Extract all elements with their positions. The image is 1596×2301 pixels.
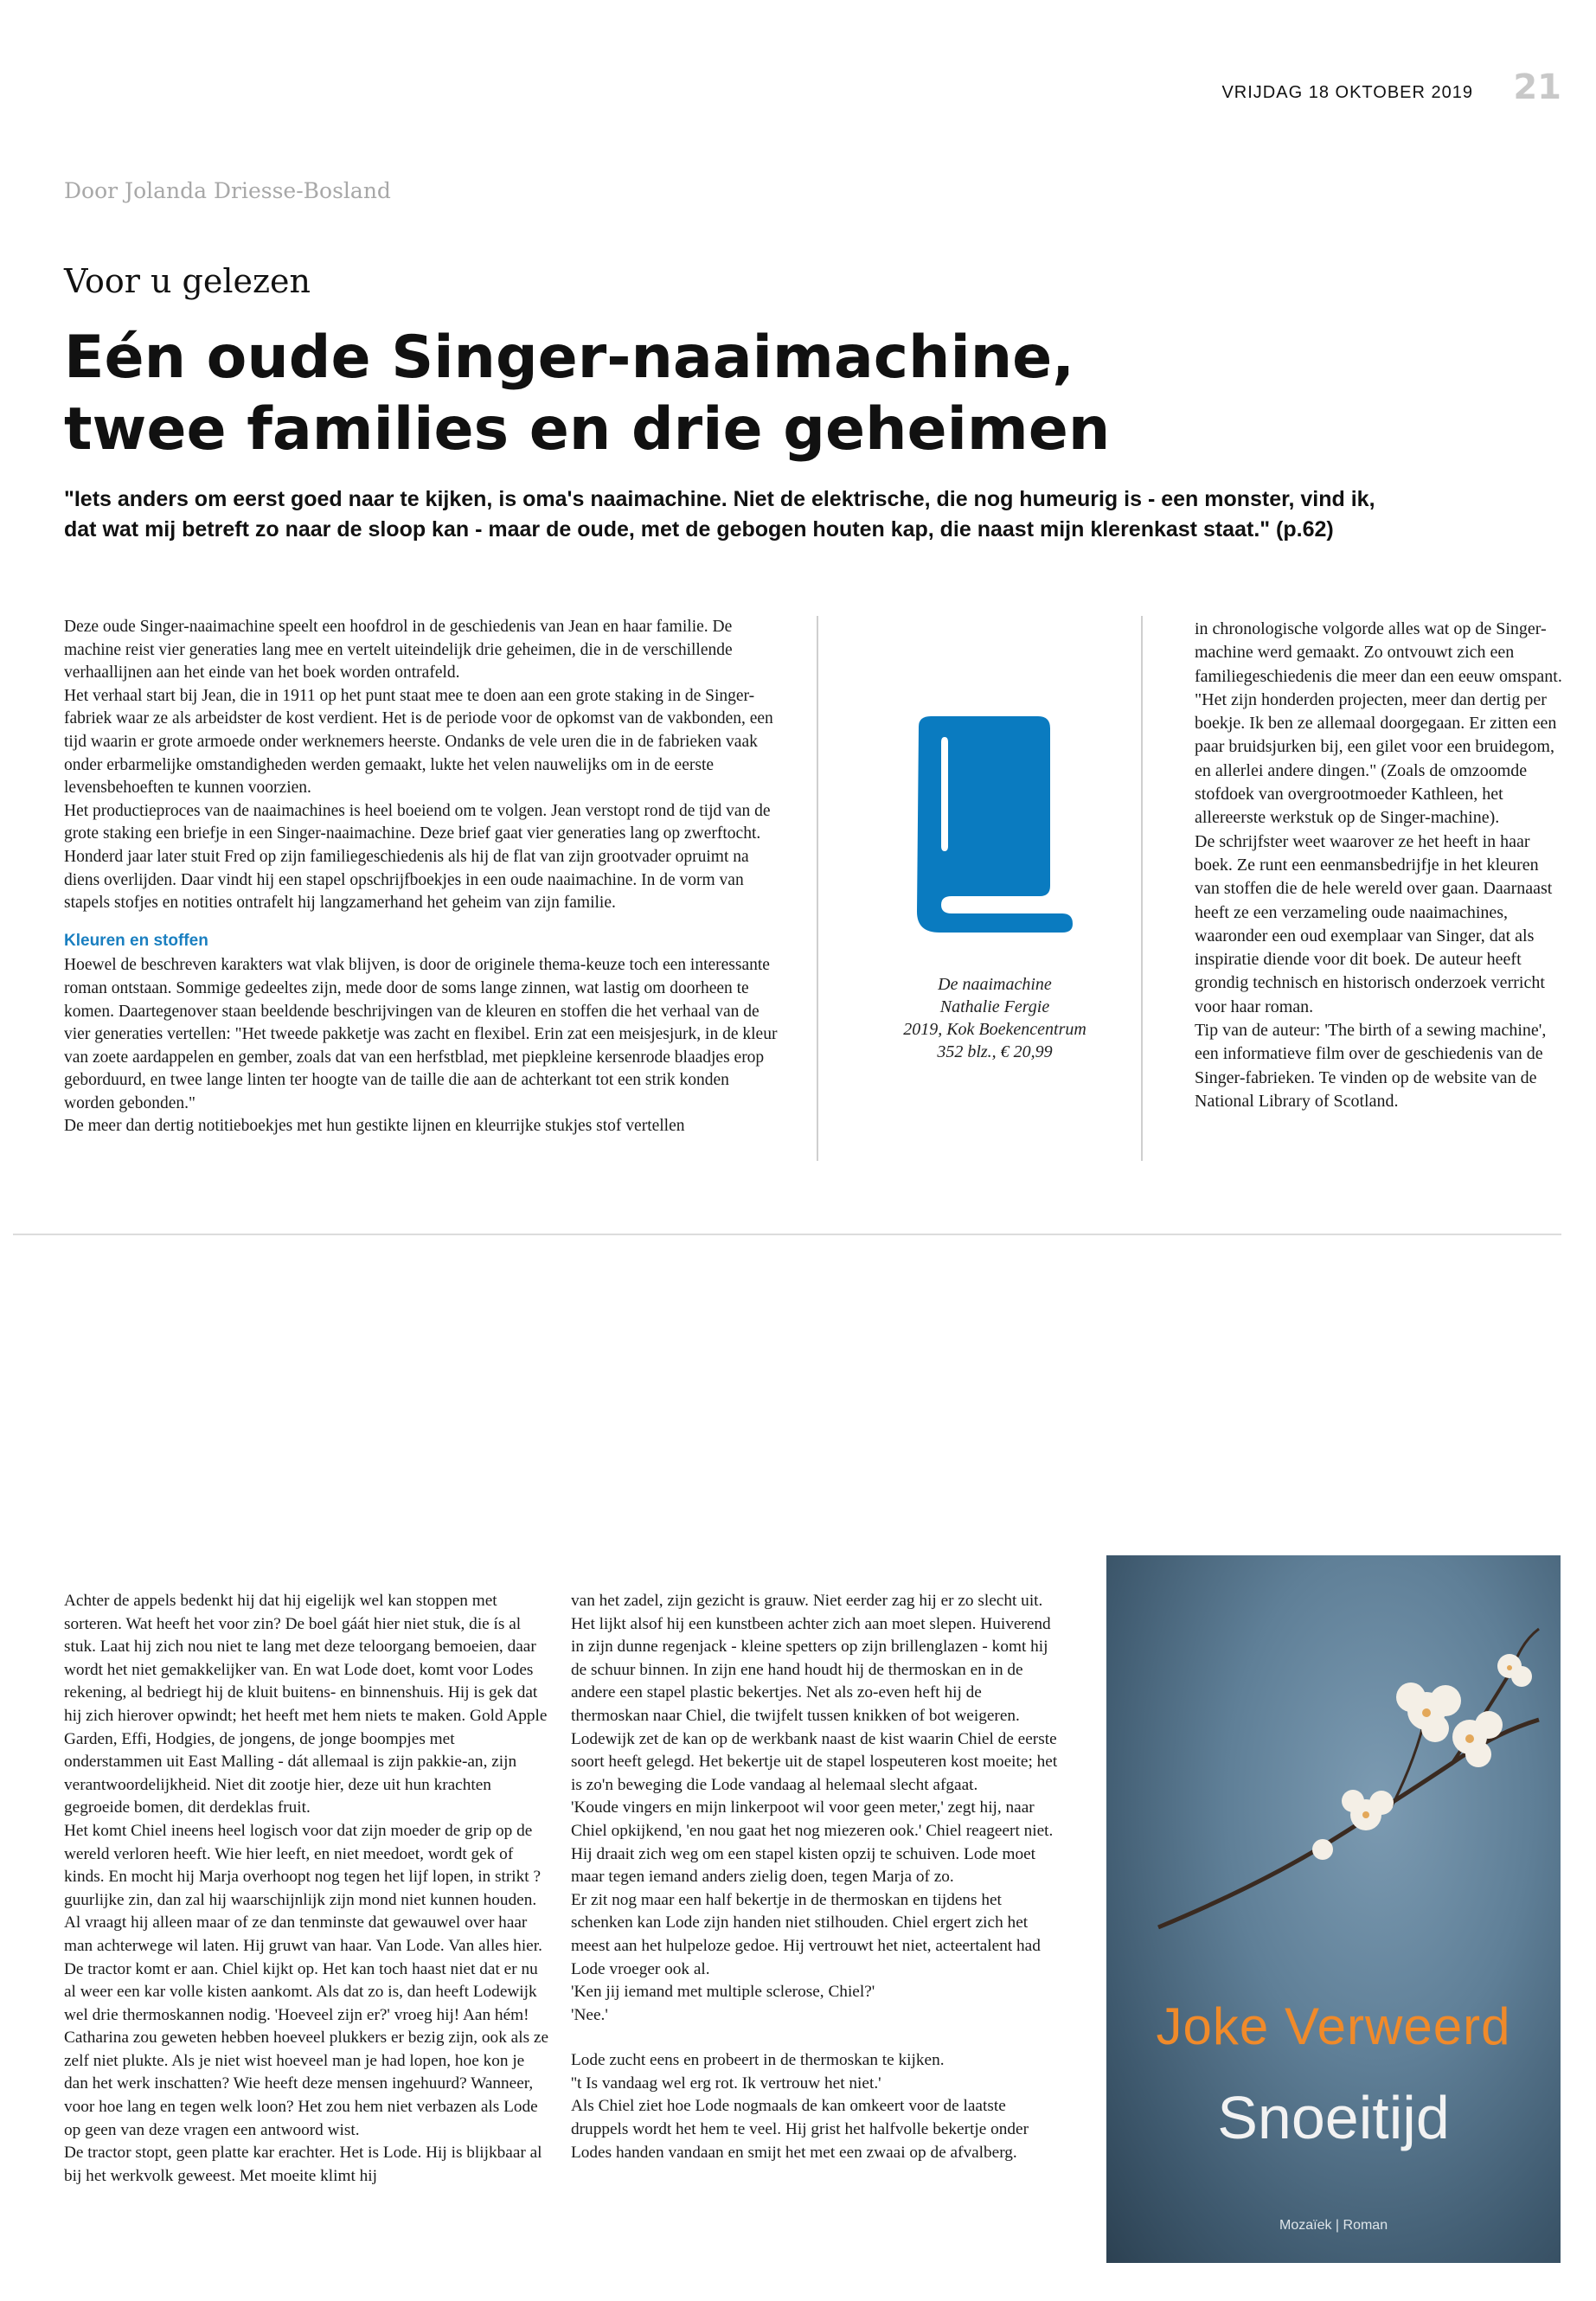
paragraph: Het productieproces van de naaimachines is heel boeiend om te volgen. Jean verstopt rond de tijd van de grote staking een briefje in een Singer-naaimachine. Deze brief gaat vier generaties lang op zwerftocht. (64, 801, 771, 843)
book-pages-price: 352 blz., € 20,99 (937, 1042, 1053, 1061)
book-year-publisher: 2019, Kok Boekencentrum (903, 1020, 1086, 1039)
book-icon (900, 716, 1073, 933)
paragraph: 'Ken jij iemand met multiple sclerose, Chiel?' (571, 1983, 875, 2002)
paragraph: Deze oude Singer-naaimachine speelt een hoofdrol in de geschiedenis van Jean en haar familie. De machine reist vier generaties lang mee en vertelt uiteindelijk drie geheimen, die in de verschillende verhaallijnen aan het einde van het boek worden ontrafeld. (64, 618, 733, 683)
paragraph: ''t Is vandaag wel erg rot. Ik vertrouw het niet.' (571, 2073, 881, 2093)
paragraph: De meer dan dertig notitieboekjes met hun gestikte lijnen en kleurrijke stukjes stof vertellen (64, 1117, 685, 1136)
cover-publisher: Mozaïek | Roman (1279, 2218, 1388, 2233)
headline-line-1: Eén oude Singer-naaimachine, (64, 324, 1075, 392)
paragraph: De tractor komt er aan. Chiel kijkt op. Het kan toch haast niet dat er nu al weer een kar volle kisten aankomt. Als dat zo is, dan heeft Lodewijk wel drie thermoskannen nodig. 'Hoeveel zijn er?' vroeg hij! Aan hém! Catharina zou geweten hebben hoeveel plukkers er bezig zijn, ook als ze zelf niet plukte. Als je niet wist hoeveel man je had lopen, hoe kon je dan het werk inschatten? Wie heeft deze mensen ingehuurd? Wanneer, voor hoe lang en tegen welk loon? Het zou hem niet verbazen als Lode op geen van deze vragen een antwoord wist. (64, 1959, 549, 2139)
paragraph: Er zit nog maar een half bekertje in de thermoskan en tijdens het schenken kan Lode zijn handen niet stilhouden. Chiel ergert zich het meest aan het hulpeloze gedoe. Hij vertrouwt het niet, acteertalent had Lode vroeger ook al. (571, 1890, 1041, 1978)
excerpt-column-2 (571, 1590, 1060, 2164)
book-title: De naaimachine (938, 975, 1052, 994)
pull-quote: "Iets anders om eerst goed naar te kijken, is oma's naaimachine. Niet de elektrische, die nog humeurig is - een monster, vind ik, dat wat mij betreft zo naar de sloop kan - maar de oude, met de gebogen houten kap, die naast mijn klerenkast staat." (p.62) (64, 487, 1375, 542)
cover-author: Joke Verweerd (1156, 1997, 1511, 2055)
cover-title: Snoeitijd (1217, 2084, 1450, 2151)
paragraph: Het komt Chiel ineens heel logisch voor dat zijn moeder de grip op de wereld verloren heeft. Wie hier leeft, en niet meedoet, wordt gek of kinds. En mocht hij Marja overhoopt nog tegen het lijf lopen, in strikt ?guurlijke zin, dan zal hij waarschijnlijk zijn mond niet kunnen houden. Al vraagt hij alleen maar of ze dan tenminste dat gewauwel over haar man achterwege wil laten. Hij gruwt van haar. Van Lode. Van alles hier. (64, 1821, 542, 1955)
book-info (830, 973, 1159, 1063)
section-divider (13, 1234, 1561, 1235)
paragraph: Het verhaal start bij Jean, die in 1911 op het punt staat mee te doen aan een grote staking in de Singer-fabriek waar ze als arbeidster de kost verdient. Het is de periode voor de opkomst van de vakbonden, een tijd waarin er grote armoede onder werknemers heerste. Ondanks de vele uren die in de fabrieken vaak onder erbarmelijke omstandigheden werden gemaakt, lukte het velen nauwelijks om in de eerste levensbehoeften te kunnen voorzien. (64, 686, 773, 798)
column-divider (817, 616, 818, 1161)
paragraph: 'Nee.' (571, 2005, 608, 2024)
paragraph: Hoewel de beschreven karakters wat vlak blijven, is door de originele thema-keuze toch een interessante roman ontstaan. Sommige gedeeltes zijn, mede door de soms lange zinnen, wat lastig om doorheen te komen. Daartegenover staan beeldende beschrijvingen van de kleuren en stoffen die het verhaal van de vier generaties vertellen: "Het tweede pakketje was zacht en flexibel. Erin zat een meisjesjurk, in de kleur van zoete aardappelen en gember, zoals dat van een herfstblad, met piepkleine kersenrode blaadjes erop geborduurd, en twee lange linten ter hoogte van de taille die aan de achterkant tot een strik konden worden gebonden." (64, 956, 778, 1112)
byline: Door Jolanda Driesse-Bosland (64, 178, 391, 203)
review-column-2 (1195, 618, 1562, 1113)
issue-date: VRIJDAG 18 OKTOBER 2019 (1221, 83, 1473, 102)
paragraph: in chronologische volgorde alles wat op de Singer-machine werd gemaakt. Zo ontvouwt zich een familiegeschiedenis die meer dan een eeuw omspant. "Het zijn honderden projecten, meer dan dertig per boekje. Ik ben ze allemaal doorgegaan. Er zitten een paar bruidsjurken bij, een gilet voor een bruidegom, en allerlei andere dingen." (Zoals de omzoomde stofdoek van overgrootmoeder Kathleen, het allereerste werkstuk op de Singer-machine). (1195, 619, 1562, 828)
book-cover (1106, 1555, 1561, 2263)
blossom-branch-illustration (1106, 1555, 1561, 2263)
column-divider (1141, 616, 1143, 1161)
paragraph: De tractor stopt, geen platte kar erachter. Het is Lode. Hij is blijkbaar al bij het werkvolk geweest. Met moeite klimt hij (64, 2144, 542, 2185)
paragraph: Achter de appels bedenkt hij dat hij eigelijk wel kan stoppen met sorteren. Wat heeft het voor zin? De boel gáát hier niet stuk, die ís al stuk. Laat hij zich nou niet te lang met deze teloorgang bemoeien, daar wordt het niet gemakkelijker van. En wat Lode doet, komt voor Lodes rekening, al bedriegt hij de kluit buitens- en binnenshuis. Hij is gek dat hij zich hierover opwindt; het heeft met hem niets te maken. Gold Apple Garden, Effi, Hodgies, de jongens, de jonge boompjes met onderstammen uit East Malling - dát allemaal is zijn pakkie-an, zijn verantwoordelijkheid. Niet dit zootje hier, deze uit hun krachten gegroeide bomen, dit derdeklas fruit. (64, 1592, 548, 1817)
paragraph: Honderd jaar later stuit Fred op zijn familiegeschiedenis als hij de flat van zijn grootvader opruimt na diens overlijden. Daar vindt hij een stapel opschrijfboekjes in een oude naaimachine. In de vorm van stapels stofjes en notities ontrafelt hij langzamerhand het geheim van zijn familie. (64, 847, 749, 913)
review-column-1 (64, 616, 782, 1138)
book-author: Nathalie Fergie (939, 997, 1050, 1016)
paragraph: De schrijfster weet waarover ze het heeft in haar boek. Ze runt een eenmansbedrijfje in het kleuren van stoffen die de hele wereld over gaan. Daarnaast heeft ze een verzameling oude naaimachines, waaronder een oud exemplaar van Singer, dat als inspiratie diende voor dit boek. De auteur heeft grondig technisch en historisch onderzoek verricht voor haar roman. (1195, 831, 1553, 1016)
paragraph: Tip van de auteur: 'The birth of a sewing machine', een informatieve film over de geschiedenis van de Singer-fabrieken. Te vinden op de website van de National Library of Scotland. (1195, 1021, 1547, 1111)
subheading: Kleuren en stoffen (64, 931, 208, 950)
paragraph: Als Chiel ziet hoe Lode nogmaals de kan omkeert voor de laatste druppels wordt het hem te veel. Hij grist het halfvolle bekertje onder Lodes handen vandaan en smijt het met een zwaai op de afvalberg. (571, 2097, 1029, 2162)
paragraph: 'Koude vingers en mijn linkerpoot wil voor geen meter,' zegt hij, naar Chiel opkijkend, 'en nou gaat het nog miezeren ook.' Chiel reageert niet. Hij draait zich weg om een stapel kisten opzij te schuiven. Lode moet maar tegen iemand anders zielig doen, tegen Marja of zo. (571, 1798, 1054, 1887)
excerpt-column-1 (64, 1590, 548, 2188)
paragraph: van het zadel, zijn gezicht is grauw. Niet eerder zag hij er zo slecht uit. Het lijkt alsof hij een kunstbeen achter zich aan moet slepen. Huiverend in zijn dunne regenjack - kleine spetters op zijn brillenglazen - komt hij de schuur binnen. In zijn ene hand houdt hij de thermoskan en in de andere een stapel plastic bekertjes. Net als zo-even heft hij de thermoskan naar Chiel, die twijfelt tussen knikken of bot weigeren. Lodewijk zet de kan op de werkbank naast de kist waarin Chiel de eerste soort heeft gelegd. Het bekertje uit de stapel lospeuteren kost moeite; het is zo'n beweging die Lode vandaag al helemaal slecht afgaat. (571, 1592, 1058, 1794)
headline-line-2: twee families en drie geheimen (64, 395, 1111, 464)
headline (64, 322, 1535, 465)
page-number: 21 (1513, 67, 1561, 107)
kicker: Voor u gelezen (64, 262, 311, 300)
paragraph: Lode zucht eens en probeert in de thermoskan te kijken. (571, 2051, 945, 2070)
